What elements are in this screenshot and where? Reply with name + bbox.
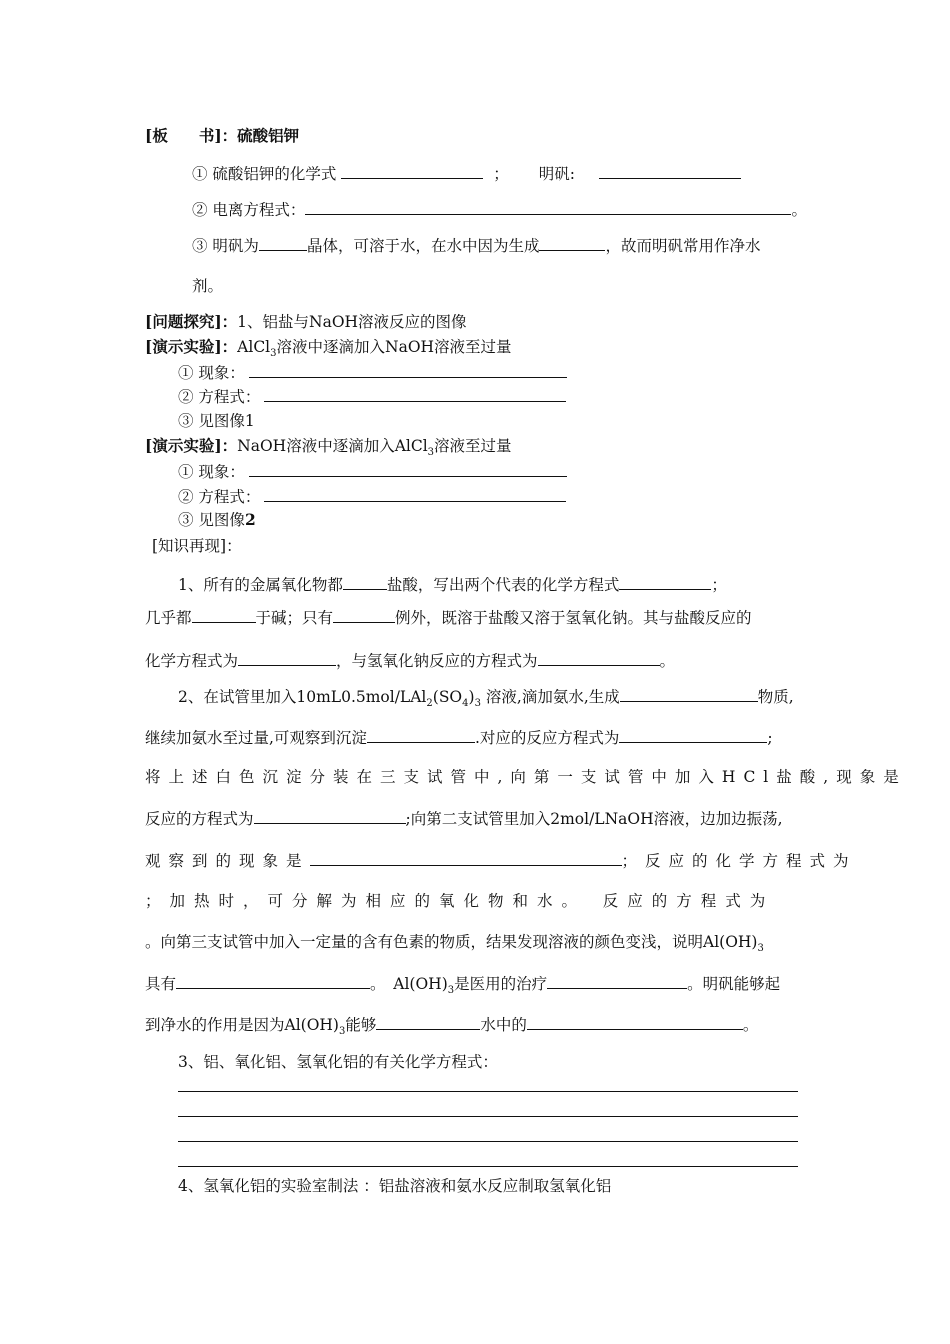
subscript: 3 [447,985,455,997]
subscript: 3 [270,348,277,360]
figure-number: 2 [244,510,256,529]
blank[interactable] [264,486,566,502]
label: ① 现象： [178,364,245,382]
text: 于碱；只有 [255,609,334,627]
text: 。明矾能够起 [687,975,781,993]
p3-line: 3、铝、氧化铝、氢氧化铝的有关化学方程式： [178,1053,498,1071]
label: ② 方程式： [178,488,261,506]
subscript: 3 [757,943,764,955]
item-text: ③ 明矾为 [192,237,259,255]
text: 具有 [145,975,177,993]
subscript: 4 [462,698,469,710]
p1-line2 [145,607,752,628]
subscript: 3 [338,1026,346,1038]
blank[interactable] [538,650,660,666]
p2-line6: ；加热时，可分解为相应的氧化物和水。 反应的方程式为 [145,892,775,910]
blank[interactable] [343,574,387,590]
demo-text: 溶液中逐滴加入NaOH溶液至过量 [276,338,512,356]
blank[interactable] [619,574,711,590]
answer-line-1[interactable] [178,1091,798,1092]
text: 1、所有的金属氧化物都 [178,576,343,594]
answer-line-3[interactable] [178,1141,798,1142]
p1-line1 [178,574,727,595]
p2-line4 [145,808,783,829]
explore-text: 1、铝盐与NaOH溶液反应的图像 [237,313,467,331]
blank[interactable] [264,386,566,402]
explore-label: [问题探究]： [145,312,238,331]
subscript: 3 [427,447,435,459]
board-item-3 [192,235,760,256]
text: .对应的反应方程式为 [474,729,620,747]
blank[interactable] [249,461,567,477]
p4-line: 4、氢氧化铝的实验室制法 ：铝盐溶液和氨水反应制取氢氧化铝 [178,1177,612,1195]
p2-line1 [178,686,794,710]
text: 。 [742,1016,759,1034]
p2-line7 [145,932,764,955]
text: ) [468,688,475,706]
blank[interactable] [333,607,395,623]
board-item-3-cont: 剂。 [192,277,224,295]
blank-ionization[interactable] [305,199,791,215]
demo2-phenomenon [178,461,567,482]
demo-label: [演示实验]： [145,337,238,356]
board-heading [145,126,299,146]
p2-line8 [145,973,781,997]
label: ② 方程式： [178,388,261,406]
text: 观察到的现象是 [145,852,310,870]
board-label: [板 书]： [145,126,238,145]
text: 化学方程式为 [145,652,239,670]
p1-line3 [145,650,675,671]
item-end: 。 [791,201,807,219]
blank[interactable] [254,808,406,824]
item-text: ① 硫酸铝钾的化学式 [192,165,337,183]
text: 。 Al(OH) [370,975,448,993]
demo1-line [145,337,512,360]
demo1-phenomenon [178,362,567,383]
demo-label: [演示实验]： [145,436,238,455]
blank[interactable] [547,973,687,989]
blank[interactable] [176,973,370,989]
p2-line9 [145,1014,759,1038]
text: 继续加氨水至过量,可观察到沉淀 [145,729,367,747]
text: 反应的方程式为 [145,810,254,828]
text: 盐酸，写出两个代表的化学方程式 [386,576,620,594]
blank[interactable] [376,1014,480,1030]
text: 。向第三支试管中加入一定量的含有色素的物质，结果发现溶液的颜色变浅，说明Al(OH) [145,933,758,951]
explore-line [145,312,467,332]
text: 物质, [757,688,794,706]
text: ；反应的化学方程式为 [621,852,857,870]
item-text: ② 电离方程式： [192,201,306,219]
blank[interactable] [249,362,567,378]
board-item-2 [192,199,807,220]
board-item-1 [192,163,741,184]
subscript: 3 [474,698,481,710]
answer-line-4[interactable] [178,1166,798,1167]
blank-alum[interactable] [599,163,741,179]
demo1-equation [178,386,566,407]
demo1-figure: ③ 见图像1 [178,412,255,430]
text: 能够 [345,1016,377,1034]
text: 是医用的治疗 [454,975,548,993]
demo-text: NaOH溶液中逐滴加入AlCl [237,437,428,455]
board-title: 硫酸铝钾 [237,126,300,145]
text: ，与氢氧化钠反应的方程式为 [336,652,538,670]
subscript: 2 [426,698,433,710]
item-text: 晶体，可溶于水，在水中因为生成 [306,237,540,255]
text: 几乎都 [145,609,192,627]
item-text: ，故而明矾常用作净水 [605,237,761,255]
blank-formula[interactable] [341,163,483,179]
demo-text: AlCl [237,338,271,356]
text: ; [767,729,773,747]
text: ； [711,576,727,594]
p2-line3: 将上述白色沉淀分装在三支试管中,向第一支试管中加入HCl盐酸,现象是 [145,768,907,786]
demo2-line [145,436,512,459]
blank[interactable] [192,607,256,623]
label: ① 现象： [178,463,245,481]
p2-line2 [145,727,773,748]
label: ③ 见图像 [178,511,245,529]
blank[interactable] [238,650,336,666]
demo-text: 溶液至过量 [434,437,512,455]
demo2-figure [178,510,256,530]
blank[interactable] [620,686,758,702]
blank[interactable] [539,235,605,251]
text: 2、在试管里加入10mL0.5mol/LAl [178,688,427,706]
text: 例外，既溶于盐酸又溶于氢氧化钠。其与盐酸反应的 [395,609,752,627]
blank[interactable] [259,235,307,251]
text: (SO [432,688,463,706]
text: 到净水的作用是因为Al(OH) [145,1016,339,1034]
text: 水中的 [480,1016,527,1034]
text: ;向第二支试管里加入2mol/LNaOH溶液，边加边振荡, [405,810,783,828]
blank[interactable] [619,727,767,743]
answer-line-2[interactable] [178,1116,798,1117]
demo2-equation [178,486,566,507]
knowledge-label: [知识再现]： [152,537,242,555]
item-text: 明矾: [538,165,575,183]
p2-line5 [145,850,857,871]
item-sep: ； [493,165,509,183]
blank[interactable] [367,727,475,743]
text: 溶液,滴加氨水,生成 [485,688,620,706]
text: 。 [659,652,676,670]
blank[interactable] [310,850,622,866]
blank[interactable] [527,1014,743,1030]
